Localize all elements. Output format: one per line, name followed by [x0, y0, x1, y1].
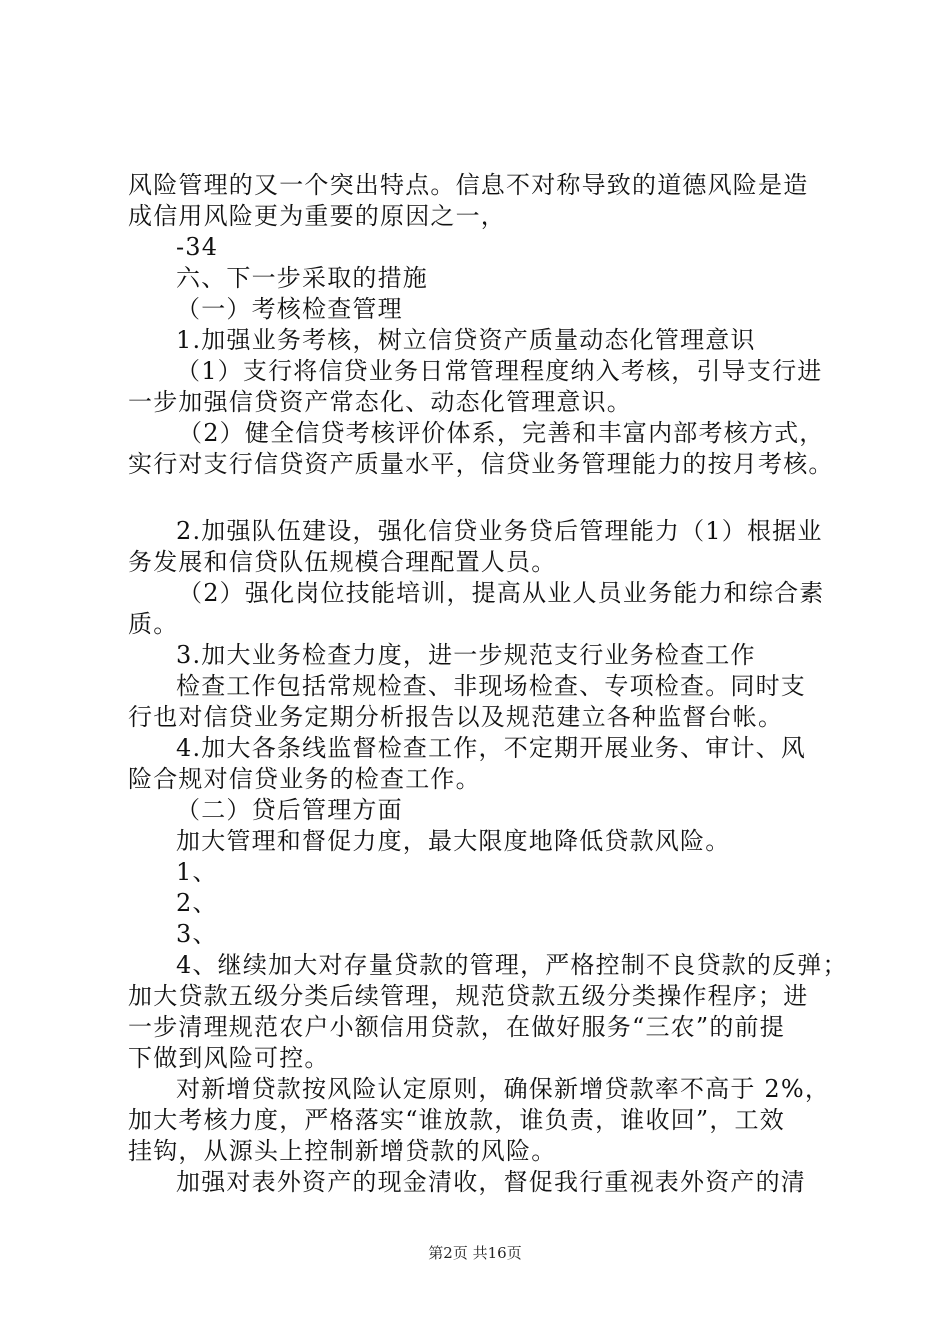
text-line: （1）支行将信贷业务日常管理程度纳入考核，引导支行进 [176, 357, 823, 385]
text-line: （2）强化岗位技能培训，提高从业人员业务能力和综合素 [178, 579, 825, 607]
item-heading: 1.加强业务考核，树立信贷资产质量动态化管理意识 [176, 326, 756, 354]
subsection-heading: （二）贷后管理方面 [176, 796, 403, 824]
text-line: 检查工作包括常规检查、非现场检查、专项检查。同时支 [176, 672, 806, 700]
paragraph-gap [128, 480, 828, 516]
text-line: 实行对支行信贷资产质量水平，信贷业务管理能力的按月考核。 [128, 450, 834, 478]
text-line: 对新增贷款按风险认定原则，确保新增贷款率不高于 2%， [176, 1075, 831, 1103]
text-line: 加强对表外资产的现金清收，督促我行重视表外资产的清 [176, 1168, 806, 1196]
text-line: 下做到风险可控。 [128, 1044, 330, 1072]
item-heading: 2.加强队伍建设，强化信贷业务贷后管理能力（1）根据业 [176, 517, 823, 545]
text-line: 一步清理规范农户小额信用贷款，在做好服务“三农”的前提 [128, 1013, 785, 1041]
list-item: 2、 [176, 889, 218, 917]
text-line: 挂钩，从源头上控制新增贷款的风险。 [128, 1137, 557, 1165]
item-heading: 3.加大业务检查力度，进一步规范支行业务检查工作 [176, 641, 756, 669]
list-item: 3、 [176, 920, 218, 948]
document-body [128, 170, 848, 1198]
list-item: 4、继续加大对存量贷款的管理，严格控制不良贷款的反弹； [176, 951, 848, 979]
section-heading: 六、下一步采取的措施 [176, 264, 428, 292]
text-line: 行也对信贷业务定期分析报告以及规范建立各种监督台帐。 [128, 703, 784, 731]
text-line: 质。 [128, 610, 179, 638]
item-heading: 4.加大各条线监督检查工作，不定期开展业务、审计、风 [176, 734, 807, 762]
text-line: 风险管理的又一个突出特点。信息不对称导致的道德风险是造 [128, 171, 809, 199]
text-line: 加大贷款五级分类后续管理，规范贷款五级分类操作程序；进 [128, 982, 809, 1010]
text-line: 加大管理和督促力度，最大限度地降低贷款风险。 [176, 827, 731, 855]
text-line: 务发展和信贷队伍规模合理配置人员。 [128, 548, 557, 576]
text-line: 一步加强信贷资产常态化、动态化管理意识。 [128, 388, 632, 416]
page-number-footer: 第2页 共16页 [428, 1244, 522, 1262]
subsection-heading: （一）考核检查管理 [176, 295, 403, 323]
text-line: 成信用风险更为重要的原因之一， [128, 202, 506, 230]
text-line: （2）健全信贷考核评价体系，完善和丰富内部考核方式， [178, 419, 825, 447]
list-item: 1、 [176, 858, 218, 886]
text-line: 加大考核力度，严格落实“谁放款，谁负责，谁收回”，工效 [128, 1106, 785, 1134]
page-marker: -34 [176, 233, 219, 261]
text-line: 险合规对信贷业务的检查工作。 [128, 765, 481, 793]
